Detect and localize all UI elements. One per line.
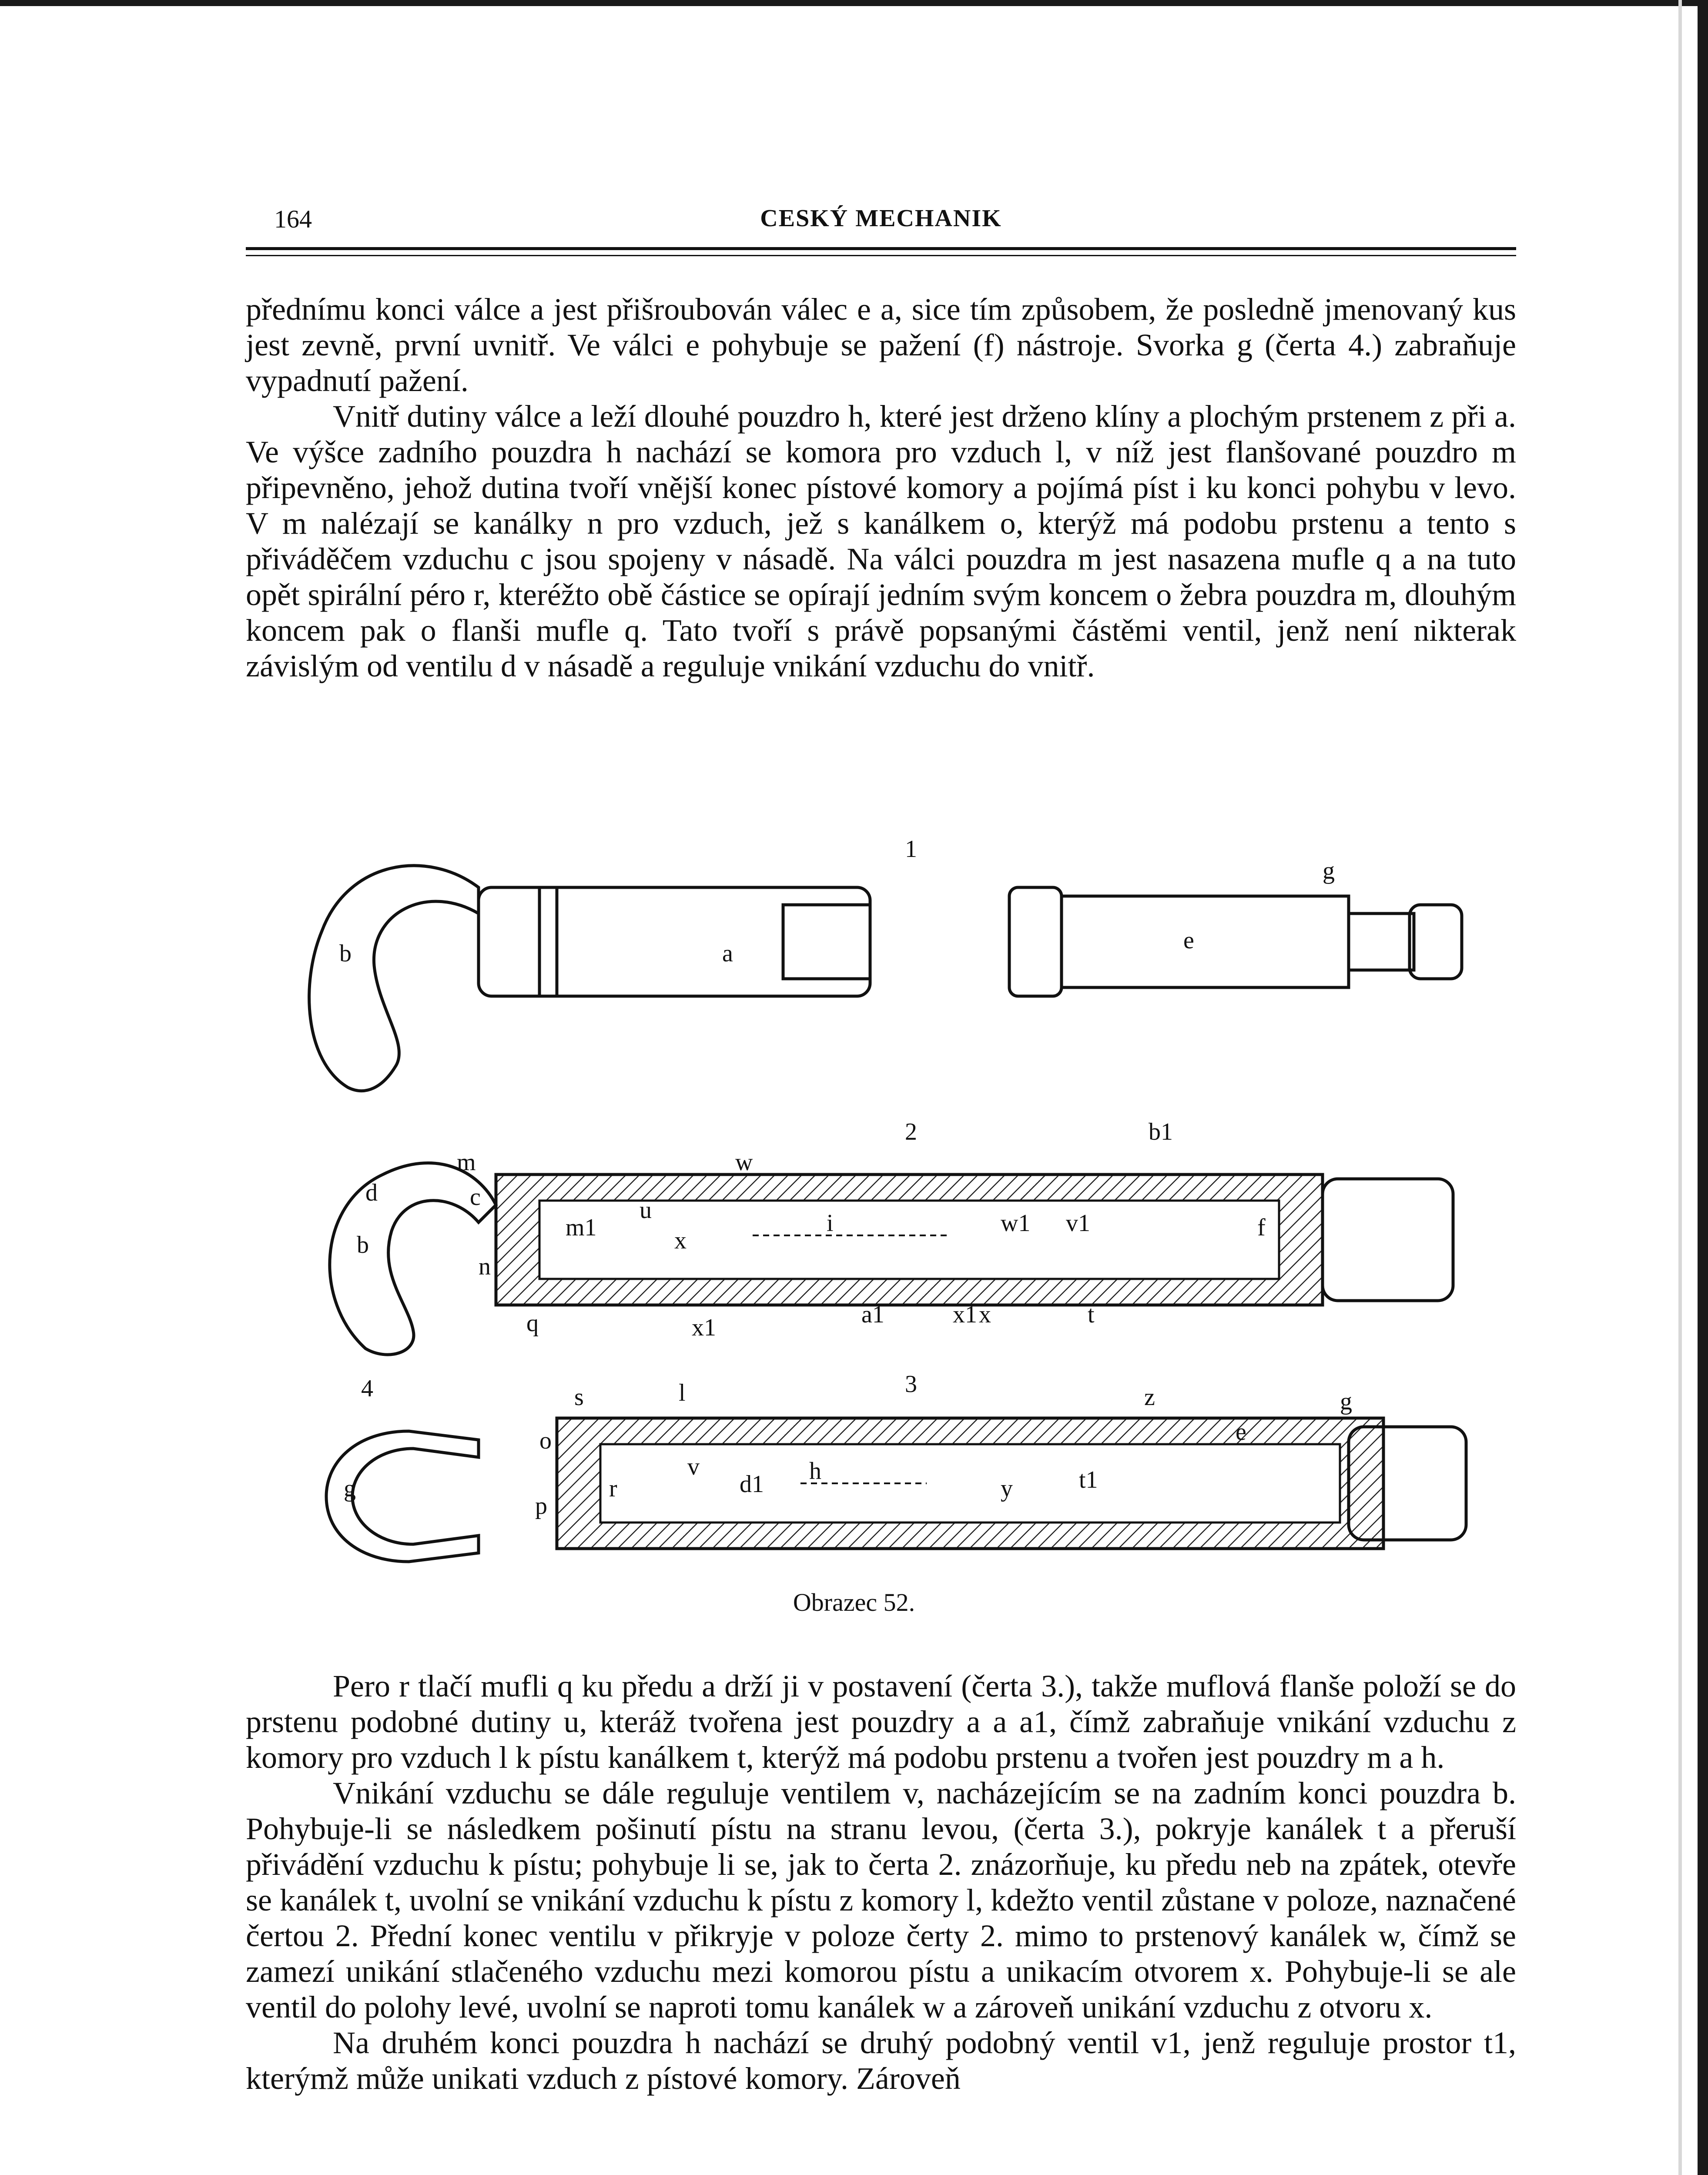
label-f: f <box>1257 1214 1266 1241</box>
label-t: t <box>1088 1301 1095 1328</box>
figure-drawing <box>296 800 1488 1614</box>
label-g: g <box>1340 1388 1352 1415</box>
header-rule <box>246 247 1516 250</box>
label-v1: v1 <box>1066 1210 1090 1237</box>
label-b1: b1 <box>1149 1118 1173 1145</box>
hex-nut <box>783 905 870 979</box>
paragraph: Vnikání vzduchu se dále reguluje ventilem v, nacházejícím se na zadním konci pouzdra b. Pohybuje-li se následkem pošinutí pístu na stranu levou, (čerta 3.), pokryje kanálek t a přeruší přivádění vzduchu k pístu; pohybuje li se, jak to čerta 2. znázorňuje, ku předu neb na zpátek, otevře se kanálek t, uvolní se vnikání vzduchu k pístu z komory l, kdežto ventil zůstane v poloze, naznačené čertou 2. Přední konec ventilu v přikryje v poloze čerty 2. mimo to prstenový kanálek w, čímž se zamezí unikání stlačeného vzduchu mezi komorou pístu a unikacím otvorem x. Pohybuje-li se ale ventil do polohy levé, uvolní se naproti tomu kanálek w a zároveň unikání vzduchu z otvoru x. <box>246 1776 1516 2024</box>
body-text-top <box>246 291 1516 684</box>
label-p: p <box>535 1492 547 1519</box>
collar <box>1009 887 1062 996</box>
label-w1: w1 <box>1001 1210 1031 1237</box>
label-h: h <box>809 1458 821 1485</box>
label-t1: t1 <box>1079 1466 1098 1493</box>
label-x: x <box>979 1301 991 1328</box>
scan-edge-top <box>0 0 1708 6</box>
figure-pneumatic-hammer <box>296 800 1488 1614</box>
label-d: d <box>365 1179 378 1206</box>
header-rule-thin <box>246 255 1516 256</box>
label-m: m <box>457 1149 476 1176</box>
cylinder-e <box>1062 896 1349 987</box>
label-a1: a1 <box>861 1301 884 1328</box>
label-e: e <box>1236 1419 1246 1446</box>
fig2-section <box>330 1163 1453 1355</box>
label-x1: x1 <box>953 1301 977 1328</box>
label-o: o <box>539 1427 552 1454</box>
paragraph: Pero r tlačí mufli q ku předu a drží ji v postavení (čerta 3.), takže muflová flanše položí se do prstenu podobné dutiny u, kteráž tvořena jest pouzdry a a a1, čímž zabraňuje vnikání vzduchu z komory pro vzduch l k pístu kanálkem t, kterýž má podobu prstenu a tvořen jest pouzdry m a h. <box>246 1669 1516 1775</box>
label-c: c <box>470 1184 481 1211</box>
page-header <box>244 204 1518 239</box>
scan-edge-shadow <box>1678 0 1682 2175</box>
tool-head <box>1410 905 1462 979</box>
paragraph: Vnitř dutiny válce a leží dlouhé pouzdro h, které jest drženo klíny a plochým prstenem z při a. Ve výšce zadního pouzdra h nachází se komora pro vzduch l, v níž jest flanšované pouzdro m připevněno, jehož dutina tvoří vnější konec pístové komory a pojímá píst i ku konci pohybu v levo. V m nalézají se kanálky n pro vzduch, jež s kanálkem o, kterýž má podobu prstenu a tento s přiváděčem vzduchu c jsou spojeny v násadě. Na válci pouzdra m jest nasazena mufle q a na tuto opět spirální péro r, kteréžto obě částice se opírají jedním svým koncem o žebra pouzdra m, dlouhým koncem pak o flanši mufle q. Tato tvoří s právě popsanými částěmi ventil, jenž není nikterak závislým od ventilu d v násadě a reguluje vnikání vzduchu do vnitř. <box>246 399 1516 683</box>
label-w: w <box>735 1149 753 1176</box>
label-v: v <box>687 1453 700 1480</box>
label-m1: m1 <box>566 1214 597 1241</box>
fig1-external-view <box>309 866 1462 1091</box>
label-g: g <box>1323 857 1335 884</box>
label-q: q <box>526 1310 539 1337</box>
fig3-number: 3 <box>905 1371 917 1398</box>
fig4-number: 4 <box>361 1375 373 1402</box>
barrel-bore <box>600 1444 1340 1522</box>
figure-caption: Obrazec 52. <box>793 1588 915 1616</box>
label-x1: x1 <box>692 1314 716 1341</box>
tool-shank <box>1349 914 1414 970</box>
label-b: b <box>339 940 352 967</box>
label-y: y <box>1001 1475 1013 1502</box>
label-n: n <box>479 1253 491 1280</box>
label-s: s <box>574 1384 584 1411</box>
label-a: a <box>722 940 733 967</box>
label-g: g <box>344 1475 356 1502</box>
fig2-number: 2 <box>905 1118 917 1145</box>
label-l: l <box>679 1379 686 1406</box>
label-r: r <box>609 1475 617 1502</box>
page-number: 164 <box>274 205 312 233</box>
running-title: CESKÝ MECHANIK <box>760 205 1002 232</box>
label-i: i <box>827 1210 834 1237</box>
handle-shape <box>309 866 479 1091</box>
paragraph: Na druhém konci pouzdra h nachází se druhý podobný ventil v1, jenž reguluje prostor t1, kterýmž může unikati vzduch z pístové komory. Zároveň <box>246 2025 1516 2096</box>
body-text-bottom <box>246 1668 1516 2096</box>
label-d1: d1 <box>740 1471 764 1498</box>
label-u: u <box>640 1197 652 1224</box>
fig1-number: 1 <box>905 836 917 863</box>
label-x: x <box>674 1227 687 1254</box>
label-e: e <box>1183 927 1194 954</box>
tool-head <box>1323 1179 1453 1301</box>
paragraph: přednímu konci válce a jest přišroubován válec e a, sice tím způsobem, že posledně jmenovaný kus jest zevně, první uvnitř. Ve válci e pohybuje se pažení (f) nástroje. Svorka g (čerta 4.) zabraňuje vypadnutí pažení. <box>246 292 1516 398</box>
label-b: b <box>357 1231 369 1258</box>
label-z: z <box>1144 1384 1155 1411</box>
scan-edge-right <box>1698 0 1708 2175</box>
